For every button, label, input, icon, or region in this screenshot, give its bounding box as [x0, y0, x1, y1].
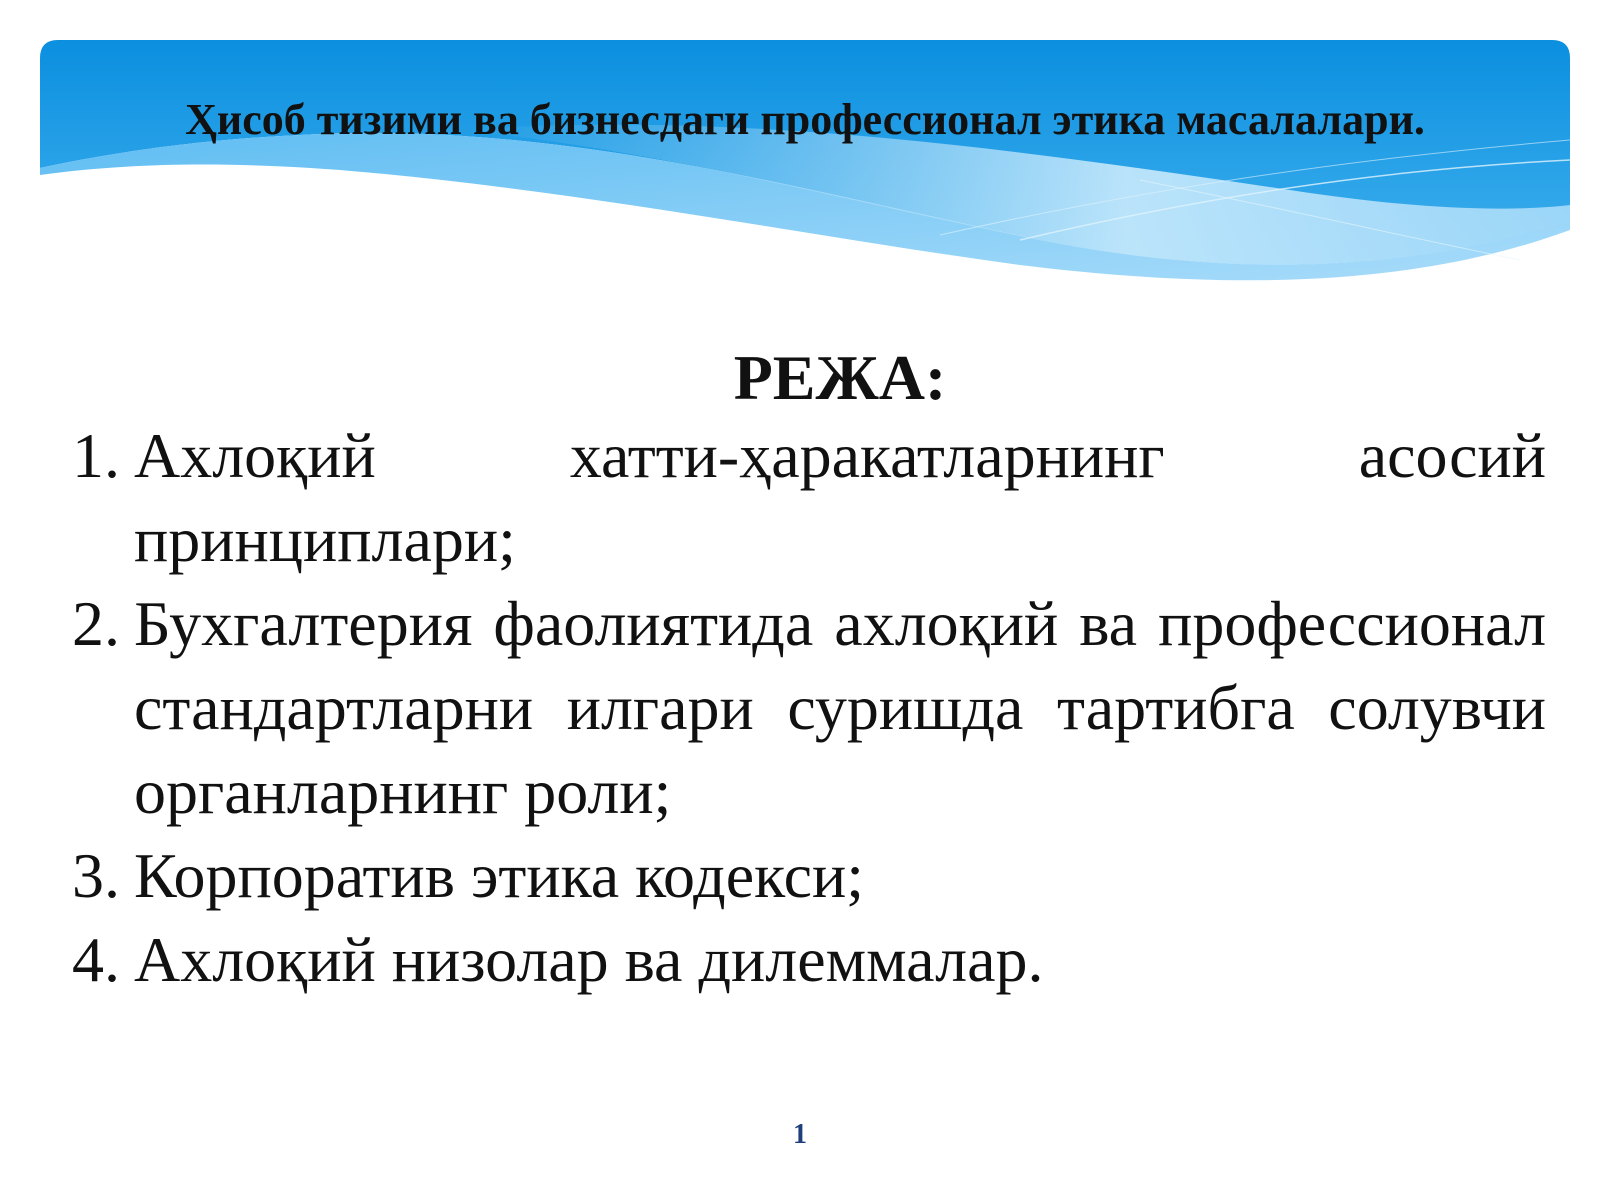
plan-item-number: 4. — [72, 924, 120, 995]
plan-item-text: Ахлоқий низолар ва дилеммалар. — [134, 924, 1044, 995]
plan-item-number: 1. — [72, 420, 120, 491]
plan-item-3 — [72, 834, 1546, 918]
plan-item-1 — [72, 414, 1546, 582]
plan-item-4 — [72, 918, 1546, 1002]
plan-item-2 — [72, 582, 1546, 834]
plan-item-text: Корпоратив этика кодекси; — [134, 840, 865, 911]
plan-item-number: 2. — [72, 588, 120, 659]
plan-item-text: Бухгалтерия фаолиятида ахлоқий ва профессионал стандартларни илгари суришда тартибга солувчи органларнинг роли; — [134, 588, 1546, 827]
slide-title: Ҳисоб тизими ва бизнесдаги профессионал этика масалалари. — [185, 95, 1425, 144]
plan-heading: РЕЖА: — [733, 342, 947, 413]
plan-item-text: Ахлоқий хатти-ҳаракатларнинг асосий принциплари; — [134, 420, 1546, 575]
wave-banner — [40, 40, 1570, 290]
plan-list — [72, 414, 1546, 1002]
plan-item-number: 3. — [72, 840, 120, 911]
page-number: 1 — [793, 1119, 807, 1150]
